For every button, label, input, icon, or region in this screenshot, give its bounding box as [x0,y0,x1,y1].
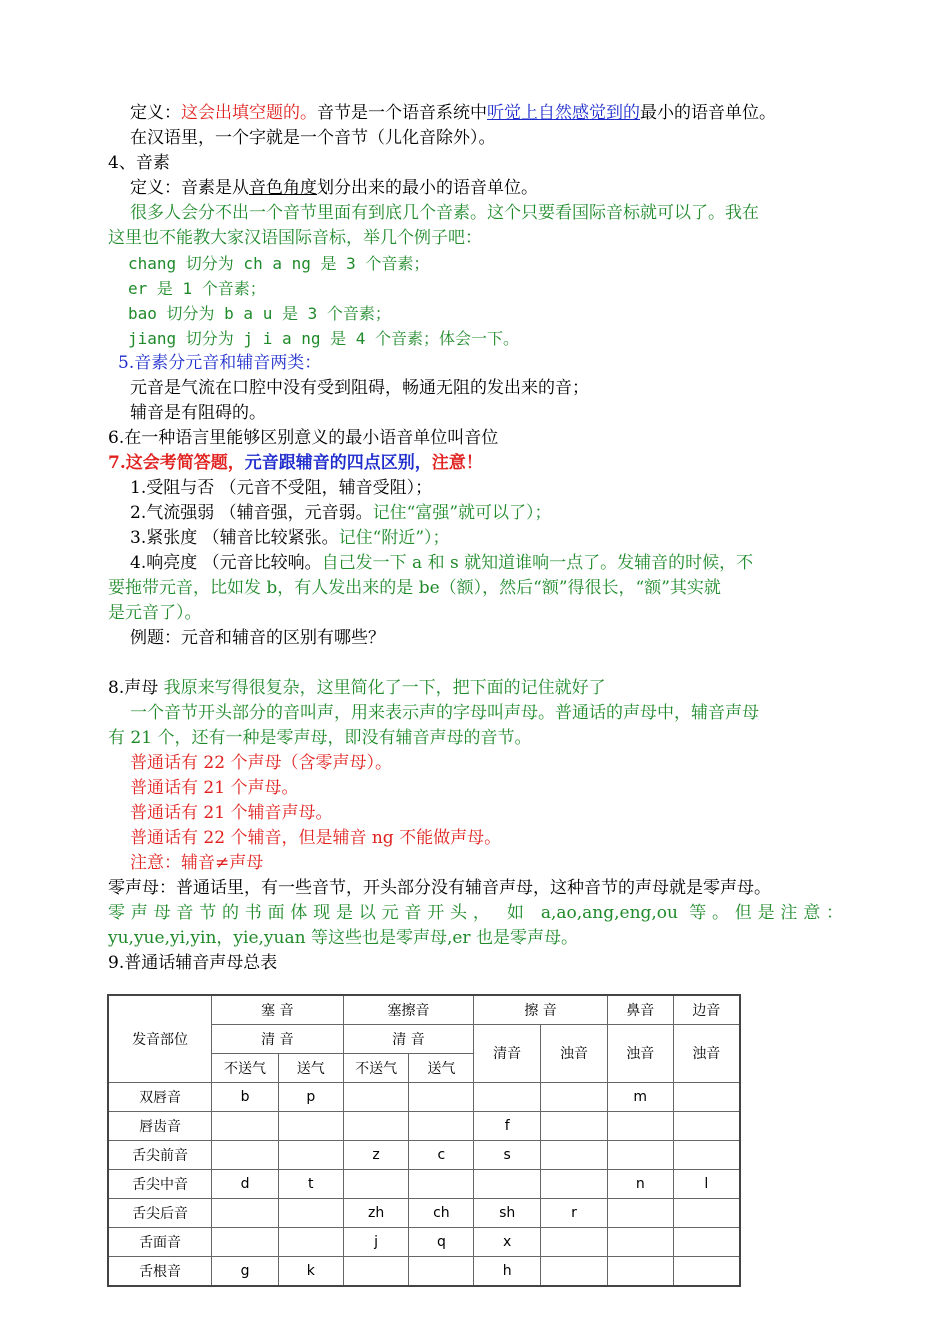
text: 8.声母 [108,678,164,698]
table-cell [474,1082,541,1111]
table-cell: g [212,1257,279,1286]
key-fact: 普通话有 22 个声母（含零声母）。 [130,753,392,773]
table-cell [343,1257,409,1286]
table-cell: l [673,1170,740,1199]
table-cell [607,1140,673,1169]
header-unaspirated: 不送气 [212,1053,279,1082]
row-place-label: 舌尖中音 [108,1170,212,1199]
section-heading: 4、音素 [108,153,170,173]
list-item [130,501,843,526]
header-aspirated: 送气 [278,1053,343,1082]
paragraph-line: yu,yue,yi,yin，yie,yuan 等这些也是零声母,er 也是零声母。 [108,928,578,948]
table-cell [474,1170,541,1199]
table-cell [343,1170,409,1199]
list-item: 1.受阻与否 （元音不受阻，辅音受阻）； [130,478,433,498]
header-lateral: 边音 [673,995,740,1024]
header-affricate: 塞擦音 [343,995,474,1024]
header-voiced: 浊音 [607,1024,673,1082]
table-cell: m [607,1082,673,1111]
table-row [108,1111,740,1140]
example-line: jiang 切分为 j i a ng 是 4 个音素；体会一下。 [128,329,520,348]
text: 定义： [130,103,181,123]
table-cell [278,1199,343,1228]
table-row [108,1082,740,1111]
table-cell [409,1257,474,1286]
header-voiceless: 清音 [474,1024,541,1082]
table-cell [409,1111,474,1140]
table-cell [212,1111,279,1140]
table-cell: x [474,1228,541,1257]
text: 定义：音素是从 [130,178,249,198]
table-cell [673,1199,740,1228]
table-cell: sh [474,1199,541,1228]
warning-text: 注意！ [431,453,483,473]
paragraph-line: 要拖带元音，比如发 b，有人发出来的是 be（额），然后“额”得很长，“额”其实就 [108,578,721,598]
table-cell [541,1111,608,1140]
table-cell: q [409,1228,474,1257]
section-heading [108,451,843,476]
table-cell [673,1257,740,1286]
text: 4.响亮度 （元音比较响。 [130,553,322,573]
row-place-label: 双唇音 [108,1082,212,1111]
paragraph-line: 辅音是有阻碍的。 [130,403,266,423]
table-cell: b [212,1082,279,1111]
key-fact: 普通话有 21 个辅音声母。 [130,803,333,823]
table-cell [541,1257,608,1286]
table-cell [673,1228,740,1257]
key-fact: 普通话有 21 个声母。 [130,778,299,798]
paragraph-line: 很多人会分不出一个音节里面有到底几个音素。这个只要看国际音标就可以了。我在 [130,203,759,223]
table-cell [541,1170,608,1199]
table-cell: f [474,1111,541,1140]
table-cell [278,1140,343,1169]
row-place-label: 唇齿音 [108,1111,212,1140]
paragraph-line: 元音是气流在口腔中没有受到阻碍，畅通无阻的发出来的音； [130,378,589,398]
text: 7. [108,453,126,473]
table-row [108,1170,740,1199]
table-cell [541,1082,608,1111]
table-row [108,1228,740,1257]
table-cell [607,1257,673,1286]
list-item [130,551,843,576]
text: 音节是一个语音系统中 [317,103,487,123]
table-cell: k [278,1257,343,1286]
table-cell [409,1082,474,1111]
example-line: chang 切分为 ch a ng 是 3 个音素； [128,254,430,273]
table-cell: s [474,1140,541,1169]
table-cell [673,1111,740,1140]
paragraph-line: 零声母：普通话里，有一些音节，开头部分没有辅音声母，这种音节的声母就是零声母。 [108,878,771,898]
row-place-label: 舌尖前音 [108,1140,212,1169]
table-cell [343,1082,409,1111]
row-place-label: 舌尖后音 [108,1199,212,1228]
table-cell [409,1170,474,1199]
table-cell [278,1111,343,1140]
text: 划分出来的最小的语音单位。 [317,178,538,198]
paragraph-line: 是元音了）。 [108,603,202,623]
header-voiceless: 清 音 [212,1024,344,1053]
table-cell [607,1111,673,1140]
hyperlink[interactable]: 听觉上自然感觉到的 [487,103,640,123]
section-heading [108,676,843,701]
table-cell: c [409,1140,474,1169]
table-row [108,1257,740,1286]
example-line: er 是 1 个音素； [128,279,266,298]
text: 元音跟辅音的四点区别， [244,453,432,473]
header-place: 发音部位 [108,995,212,1082]
example-line: bao 切分为 b a u 是 3 个音素； [128,304,391,323]
key-fact: 普通话有 22 个辅音，但是辅音 ng 不能做声母。 [130,828,502,848]
text: 最小的语音单位。 [640,103,776,123]
table-cell: r [541,1199,608,1228]
header-nasal: 鼻音 [607,995,673,1024]
table-cell [212,1140,279,1169]
table-cell: j [343,1228,409,1257]
section-heading: 5.音素分元音和辅音两类： [118,353,322,373]
table-cell: t [278,1170,343,1199]
consonant-initials-table [107,994,741,1287]
header-voiceless: 清 音 [343,1024,474,1053]
tip: 记住“附近”）； [338,528,450,548]
table-cell [541,1140,608,1169]
tip: 记住“富强”就可以了）； [372,503,552,523]
table-cell: h [474,1257,541,1286]
table-cell [343,1111,409,1140]
table-cell: n [607,1170,673,1199]
paragraph-line: 在汉语里，一个字就是一个音节（儿化音除外）。 [130,128,496,148]
header-voiced: 浊音 [673,1024,740,1082]
key-fact: 注意：辅音≠声母 [130,853,264,873]
note: 我原来写得很复杂，这里简化了一下，把下面的记住就好了 [163,678,606,698]
table-cell: zh [343,1199,409,1228]
paragraph-line: 这里也不能教大家汉语国际音标，举几个例子吧： [108,228,482,248]
table-cell [212,1199,279,1228]
table-cell: ch [409,1199,474,1228]
table-row [108,1140,740,1169]
exam-note: 这会出填空题的。 [181,103,317,123]
table-cell [212,1228,279,1257]
underlined-term: 音色角度 [249,178,317,198]
paragraph-line: 零声母音节的书面体现是以元音开头， 如 a,ao,ang,eng,ou 等。但是注意： [108,903,843,923]
table-cell [278,1228,343,1257]
table-row [108,1199,740,1228]
table-cell [607,1199,673,1228]
table-cell [673,1140,740,1169]
paragraph-line: 有 21 个，还有一种是零声母，即没有辅音声母的音节。 [108,728,532,748]
table-cell: d [212,1170,279,1199]
header-aspirated: 送气 [409,1053,474,1082]
syllable-definition [130,101,843,126]
text: 2.气流强弱 （辅音强，元音弱。 [130,503,373,523]
section-heading: 6.在一种语言里能够区别意义的最小语音单位叫音位 [108,428,499,448]
row-place-label: 舌根音 [108,1257,212,1286]
text: 3.紧张度 （辅音比较紧张。 [130,528,339,548]
header-unaspirated: 不送气 [343,1053,409,1082]
table-cell [607,1228,673,1257]
header-fricative: 擦 音 [474,995,608,1024]
header-stop: 塞 音 [212,995,344,1024]
table-cell: p [278,1082,343,1111]
table-cell [673,1082,740,1111]
phoneme-definition [130,176,843,201]
list-item [130,526,843,551]
paragraph-line: 一个音节开头部分的音叫声，用来表示声的字母叫声母。普通话的声母中，辅音声母 [130,703,759,723]
tip: 自己发一下 a 和 s 就知道谁响一点了。发辅音的时候，不 [321,553,754,573]
row-place-label: 舌面音 [108,1228,212,1257]
example-question: 例题：元音和辅音的区别有哪些？ [130,628,385,648]
table-cell: z [343,1140,409,1169]
table-cell [541,1228,608,1257]
header-voiced: 浊音 [541,1024,608,1082]
exam-note: 这会考简答题， [125,453,245,473]
section-heading: 9.普通话辅音声母总表 [108,953,278,973]
